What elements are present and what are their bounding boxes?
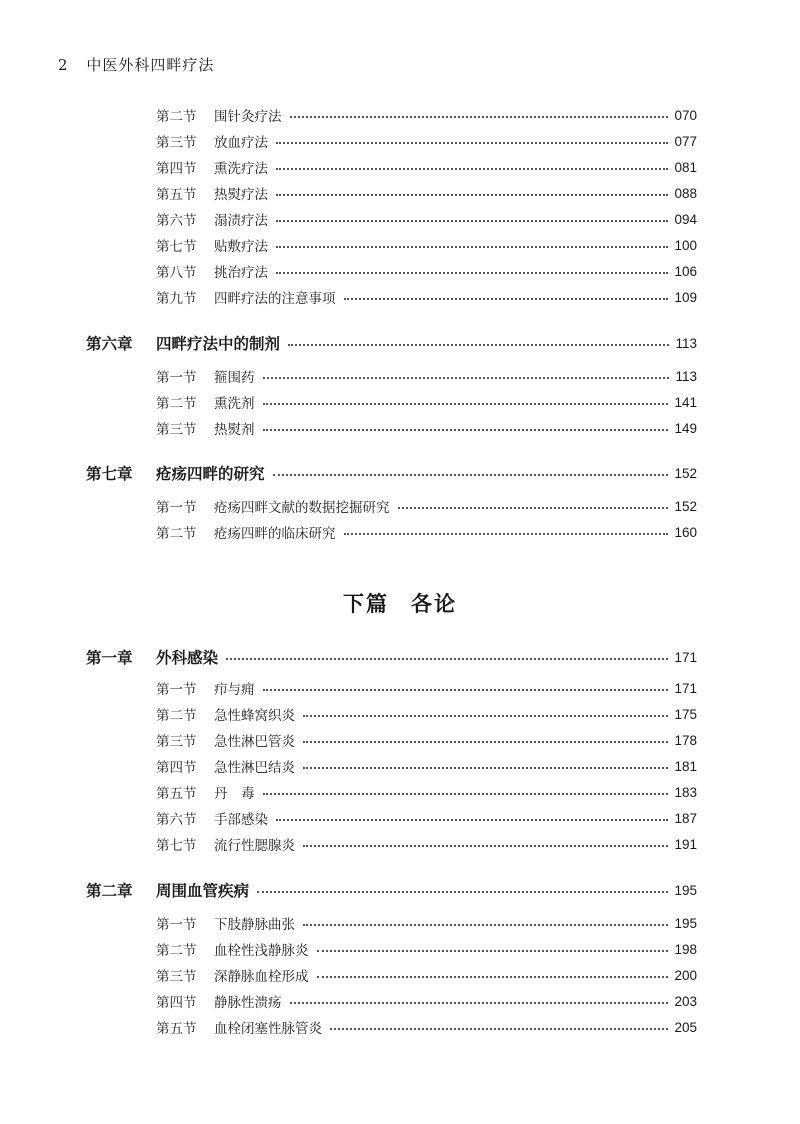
page-ref: 100 [674,237,697,253]
dot-leader [273,474,669,476]
chapter-title: 周围血管疾病 [156,881,250,900]
section-entry[interactable] [156,1016,697,1038]
dot-leader [290,116,669,118]
section-number: 第三节 [156,135,197,151]
section-title: 挑治疗法 [214,265,268,281]
page-ref: 152 [674,465,697,481]
section-title: 血栓性浅静脉炎 [214,943,309,959]
page-ref: 195 [674,882,697,898]
section-number: 第四节 [156,760,197,776]
page-ref: 113 [675,368,697,384]
page-ref: 183 [674,784,697,800]
page-ref: 160 [674,524,697,540]
chapter-number: 第七章 [86,464,133,483]
section-number: 第三节 [156,734,197,750]
dot-leader [317,976,669,978]
section-title: 熏洗疗法 [214,161,268,177]
dot-leader [330,1028,668,1030]
section-title: 急性淋巴管炎 [214,734,295,750]
dot-leader [257,891,668,893]
dot-leader [263,377,670,379]
section-number: 第五节 [156,1021,197,1037]
page-ref: 191 [674,836,697,852]
section-number: 第一节 [156,370,197,386]
section-entry[interactable] [156,495,697,517]
page-ref: 178 [674,732,697,748]
page-ref: 205 [674,1019,697,1035]
section-number: 第八节 [156,265,197,281]
chapter-entry[interactable] [86,645,697,669]
chapter-number: 第六章 [86,334,133,353]
section-entry[interactable] [156,781,697,803]
dot-leader [344,298,669,300]
section-entry[interactable] [156,286,697,308]
section-entry[interactable] [156,807,697,829]
section-entry[interactable] [156,104,697,126]
dot-leader [276,220,668,222]
section-entry[interactable] [156,964,697,986]
chapter-entry[interactable] [86,878,697,902]
section-number: 第二节 [156,109,197,125]
page-ref: 113 [675,335,697,351]
section-entry[interactable] [156,521,697,543]
page-ref: 175 [674,706,697,722]
section-entry[interactable] [156,156,697,178]
page-ref: 077 [674,133,697,149]
section-number: 第四节 [156,995,197,1011]
section-number: 第二节 [156,526,197,542]
page-number: 2 [58,56,69,74]
section-number: 第三节 [156,969,197,985]
dot-leader [263,689,669,691]
section-title: 急性蜂窝织炎 [214,708,295,724]
section-entry[interactable] [156,990,697,1012]
section-entry[interactable] [156,260,697,282]
dot-leader [276,819,668,821]
section-number: 第七节 [156,239,197,255]
section-number: 第四节 [156,161,197,177]
dot-leader [303,767,668,769]
page-ref: 088 [674,185,697,201]
page-ref: 171 [674,680,697,696]
section-title: 贴敷疗法 [214,239,268,255]
dot-leader [303,845,668,847]
section-title: 流行性腮腺炎 [214,838,295,854]
page-ref: 081 [674,159,697,175]
section-entry[interactable] [156,208,697,230]
page-ref: 198 [674,941,697,957]
section-number: 第一节 [156,682,197,698]
section-number: 第二节 [156,943,197,959]
section-number: 第三节 [156,422,197,438]
book-title: 中医外科四畔疗法 [86,56,215,74]
section-title: 箍围药 [214,370,255,386]
section-title: 下肢静脉曲张 [214,917,295,933]
page-ref: 200 [674,967,697,983]
section-title: 手部感染 [214,812,268,828]
section-number: 第二节 [156,396,197,412]
section-entry[interactable] [156,729,697,751]
part-heading [0,588,800,618]
section-number: 第五节 [156,786,197,802]
section-entry[interactable] [156,755,697,777]
section-title: 深静脉血栓形成 [214,969,309,985]
dot-leader [263,403,669,405]
section-title: 丹 毒 [214,786,255,802]
dot-leader [263,429,669,431]
section-title: 疖与痈 [214,682,255,698]
section-title: 围针灸疗法 [214,109,282,125]
page-ref: 195 [674,915,697,931]
chapter-title: 疮疡四畔的研究 [156,464,265,483]
page-ref: 171 [674,649,697,665]
page-ref: 141 [674,394,697,410]
dot-leader [226,658,668,660]
dot-leader [276,272,668,274]
section-title: 疮疡四畔的临床研究 [214,526,336,542]
dot-leader [290,1002,669,1004]
section-title: 热熨剂 [214,422,255,438]
chapter-entry[interactable] [86,331,697,355]
section-number: 第二节 [156,708,197,724]
section-entry[interactable] [156,234,697,256]
section-title: 熏洗剂 [214,396,255,412]
section-title: 四畔疗法的注意事项 [214,291,336,307]
section-entry[interactable] [156,912,697,934]
section-number: 第六节 [156,812,197,828]
page-ref: 109 [674,289,697,305]
section-entry[interactable] [156,677,697,699]
dot-leader [276,246,668,248]
chapter-title: 四畔疗法中的制剂 [156,334,281,353]
dot-leader [317,950,669,952]
section-entry[interactable] [156,833,697,855]
section-number: 第一节 [156,917,197,933]
section-entry[interactable] [156,130,697,152]
dot-leader [263,793,669,795]
section-title: 血栓闭塞性脉管炎 [214,1021,322,1037]
page-ref: 181 [674,758,697,774]
section-number: 第一节 [156,500,197,516]
dot-leader [276,142,668,144]
section-number: 第七节 [156,838,197,854]
section-entry[interactable] [156,365,697,387]
section-title: 热熨疗法 [214,187,268,203]
part-name: 下篇 [343,592,389,616]
section-number: 第九节 [156,291,197,307]
dot-leader [288,344,669,346]
page-ref: 152 [674,498,697,514]
section-number: 第六节 [156,213,197,229]
part-title: 各论 [411,592,457,616]
dot-leader [303,741,668,743]
chapter-number: 第一章 [86,648,133,667]
page-ref: 149 [674,420,697,436]
dot-leader [303,924,668,926]
section-title: 静脉性溃疡 [214,995,282,1011]
section-entry[interactable] [156,182,697,204]
section-entry[interactable] [156,417,697,439]
section-number: 第五节 [156,187,197,203]
page-ref: 203 [674,993,697,1009]
section-entry[interactable] [156,391,697,413]
section-title: 疮疡四畔文献的数据挖掘研究 [214,500,390,516]
section-title: 急性淋巴结炎 [214,760,295,776]
chapter-title: 外科感染 [156,648,219,667]
section-title: 放血疗法 [214,135,268,151]
dot-leader [398,507,669,509]
page-ref: 094 [674,211,697,227]
section-title: 溻渍疗法 [214,213,268,229]
page-ref: 106 [674,263,697,279]
chapter-entry[interactable] [86,461,697,485]
page-ref: 070 [674,107,697,123]
running-head [58,54,214,75]
dot-leader [276,168,668,170]
section-entry[interactable] [156,703,697,725]
dot-leader [276,194,668,196]
dot-leader [303,715,668,717]
page-ref: 187 [674,810,697,826]
dot-leader [344,533,669,535]
chapter-number: 第二章 [86,881,133,900]
section-entry[interactable] [156,938,697,960]
